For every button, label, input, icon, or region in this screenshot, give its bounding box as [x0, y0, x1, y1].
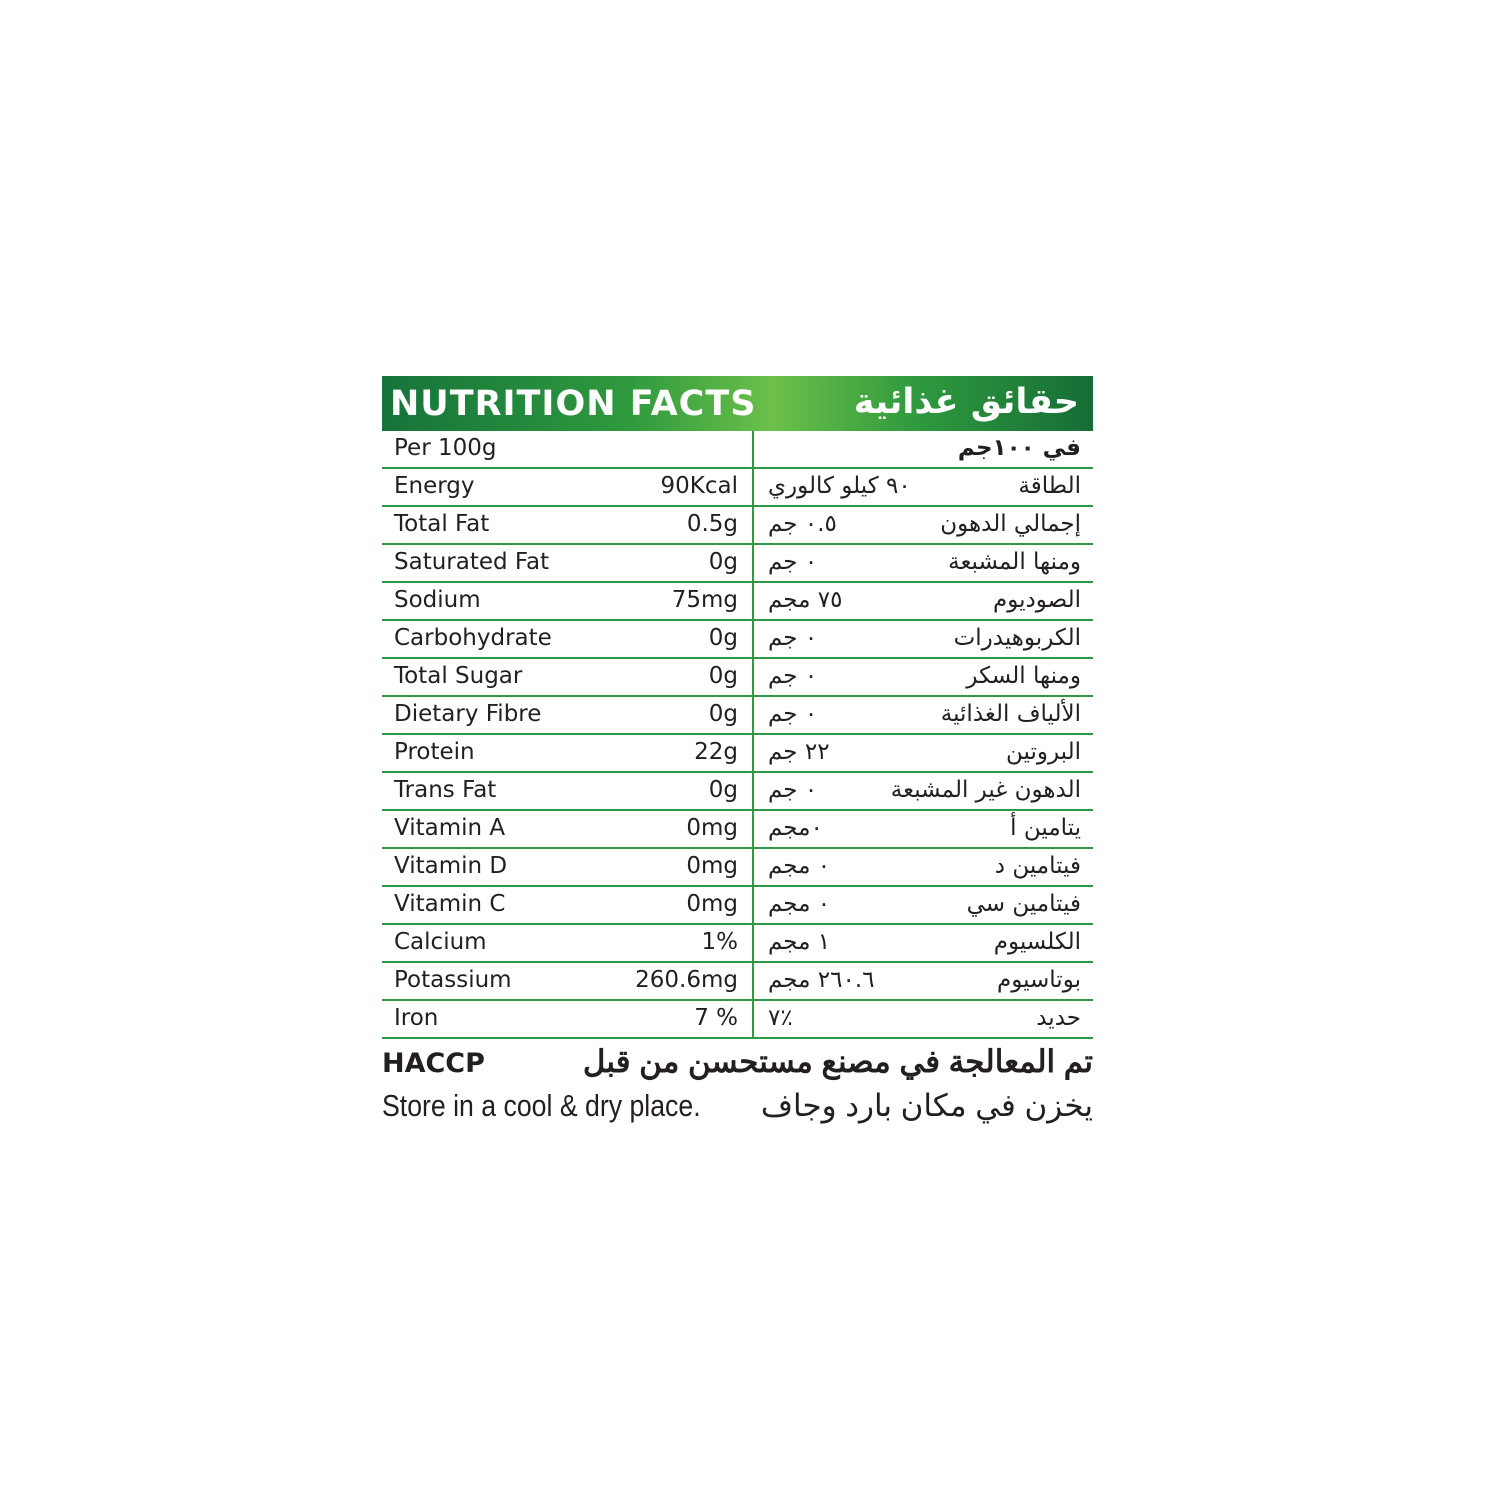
nutrient-value-en: 0g: [708, 549, 738, 575]
nutrient-value-ar: ٠مجم: [768, 815, 823, 841]
nutrient-value-en: 0mg: [686, 815, 738, 841]
nutrient-name-ar: الطاقة: [1018, 473, 1081, 499]
nutrient-row: [382, 545, 1093, 583]
nutrient-value-en: 0g: [708, 701, 738, 727]
nutrient-name-ar: حديد: [1036, 1005, 1081, 1031]
nutrient-row: [382, 659, 1093, 697]
nutrient-name-ar: في ١٠٠جم: [957, 435, 1081, 461]
nutrient-row: [382, 887, 1093, 925]
nutrition-table: [382, 431, 1093, 1039]
nutrient-name-ar: الألياف الغذائية: [940, 701, 1081, 727]
nutrient-name-ar: الكربوهيدرات: [953, 625, 1081, 651]
nutrient-row: [382, 925, 1093, 963]
nutrient-name-en: Vitamin A: [394, 815, 506, 841]
nutrient-value-en: 1%: [701, 929, 738, 955]
haccp-en: HACCP: [382, 1048, 485, 1079]
title-en: NUTRITION FACTS: [390, 384, 757, 424]
nutrient-name-ar: ومنها السكر: [966, 663, 1081, 689]
nutrient-name-en: Vitamin C: [394, 891, 506, 917]
storage-ar: يخزن في مكان بارد وجاف: [760, 1088, 1093, 1123]
nutrient-name-ar: يتامين أ: [1010, 815, 1081, 841]
nutrient-row: [382, 849, 1093, 887]
haccp-note: [382, 1041, 1093, 1085]
nutrient-value-en: 90Kcal: [660, 473, 738, 499]
nutrient-value-ar: ٠ مجم: [768, 853, 831, 879]
storage-note: [382, 1085, 1093, 1127]
nutrient-name-ar: الدهون غير المشبعة: [890, 777, 1081, 803]
nutrient-value-ar: ٢٢ جم: [768, 739, 830, 765]
nutrient-value-en: 75mg: [671, 587, 738, 613]
nutrient-name-en: Saturated Fat: [394, 549, 550, 575]
nutrient-value-ar: ٠ جم: [768, 701, 818, 727]
nutrient-name-en: Vitamin D: [394, 853, 508, 879]
nutrient-value-ar: ٠ مجم: [768, 891, 831, 917]
nutrient-value-en: 0g: [708, 663, 738, 689]
nutrient-name-ar: إجمالي الدهون: [940, 511, 1081, 537]
nutrient-value-en: 7 %: [694, 1005, 738, 1031]
nutrient-value-ar: ٠ جم: [768, 625, 818, 651]
nutrient-name-en: Trans Fat: [394, 777, 497, 803]
nutrient-name-en: Sodium: [394, 587, 481, 613]
nutrient-value-en: 260.6mg: [635, 967, 738, 993]
nutrient-name-en: Iron: [394, 1005, 439, 1031]
nutrient-name-ar: بوتاسيوم: [996, 967, 1081, 993]
nutrient-name-en: Protein: [394, 739, 475, 765]
nutrient-value-ar: ١ مجم: [768, 929, 831, 955]
nutrient-value-ar: ٠.٥ جم: [768, 511, 837, 537]
nutrient-value-ar: ٧٥ مجم: [768, 587, 843, 613]
nutrient-value-en: 22g: [694, 739, 738, 765]
title-ar: حقائق غذائية: [853, 382, 1079, 422]
nutrient-value-ar: ٩٠ كيلو كالوري: [768, 473, 911, 499]
nutrient-value-en: 0mg: [686, 891, 738, 917]
nutrient-name-en: Total Fat: [394, 511, 490, 537]
nutrient-name-ar: الكلسيوم: [993, 929, 1081, 955]
nutrient-name-en: Dietary Fibre: [394, 701, 542, 727]
nutrient-value-en: 0mg: [686, 853, 738, 879]
nutrient-name-ar: الصوديوم: [993, 587, 1081, 613]
nutrient-name-ar: فيتامين د: [994, 853, 1081, 879]
nutrient-name-ar: فيتامين سي: [966, 891, 1081, 917]
nutrient-value-ar: ٠ جم: [768, 777, 818, 803]
nutrient-name-en: Calcium: [394, 929, 487, 955]
nutrient-name-en: Total Sugar: [394, 663, 523, 689]
nutrient-name-en: Per 100g: [394, 435, 497, 461]
haccp-ar: تم المعالجة في مصنع مستحسن من قبل: [582, 1044, 1093, 1079]
nutrient-row: [382, 811, 1093, 849]
nutrient-value-ar: ٠ جم: [768, 663, 818, 689]
nutrient-value-ar: ٪٧: [768, 1005, 793, 1031]
nutrition-header: [382, 376, 1093, 431]
nutrient-value-en: 0g: [708, 777, 738, 803]
nutrient-name-ar: البروتين: [1006, 739, 1081, 765]
nutrition-label: [382, 376, 1093, 1127]
nutrient-row: [382, 963, 1093, 1001]
nutrient-name-en: Potassium: [394, 967, 512, 993]
nutrient-value-ar: ٠ جم: [768, 549, 818, 575]
nutrient-name-en: Energy: [394, 473, 475, 499]
nutrient-name-ar: ومنها المشبعة: [948, 549, 1081, 575]
nutrient-value-en: 0.5g: [686, 511, 738, 537]
nutrient-value-en: 0g: [708, 625, 738, 651]
nutrient-row: [382, 773, 1093, 811]
nutrient-row: [382, 1001, 1093, 1039]
nutrient-row: [382, 735, 1093, 773]
nutrient-row: [382, 469, 1093, 507]
nutrient-row: [382, 507, 1093, 545]
nutrient-name-en: Carbohydrate: [394, 625, 552, 651]
storage-en: Store in a cool & dry place.: [382, 1088, 701, 1123]
nutrient-row: [382, 697, 1093, 735]
nutrient-row: [382, 431, 1093, 469]
nutrient-row: [382, 621, 1093, 659]
nutrient-row: [382, 583, 1093, 621]
nutrient-value-ar: ٢٦٠.٦ مجم: [768, 967, 875, 993]
